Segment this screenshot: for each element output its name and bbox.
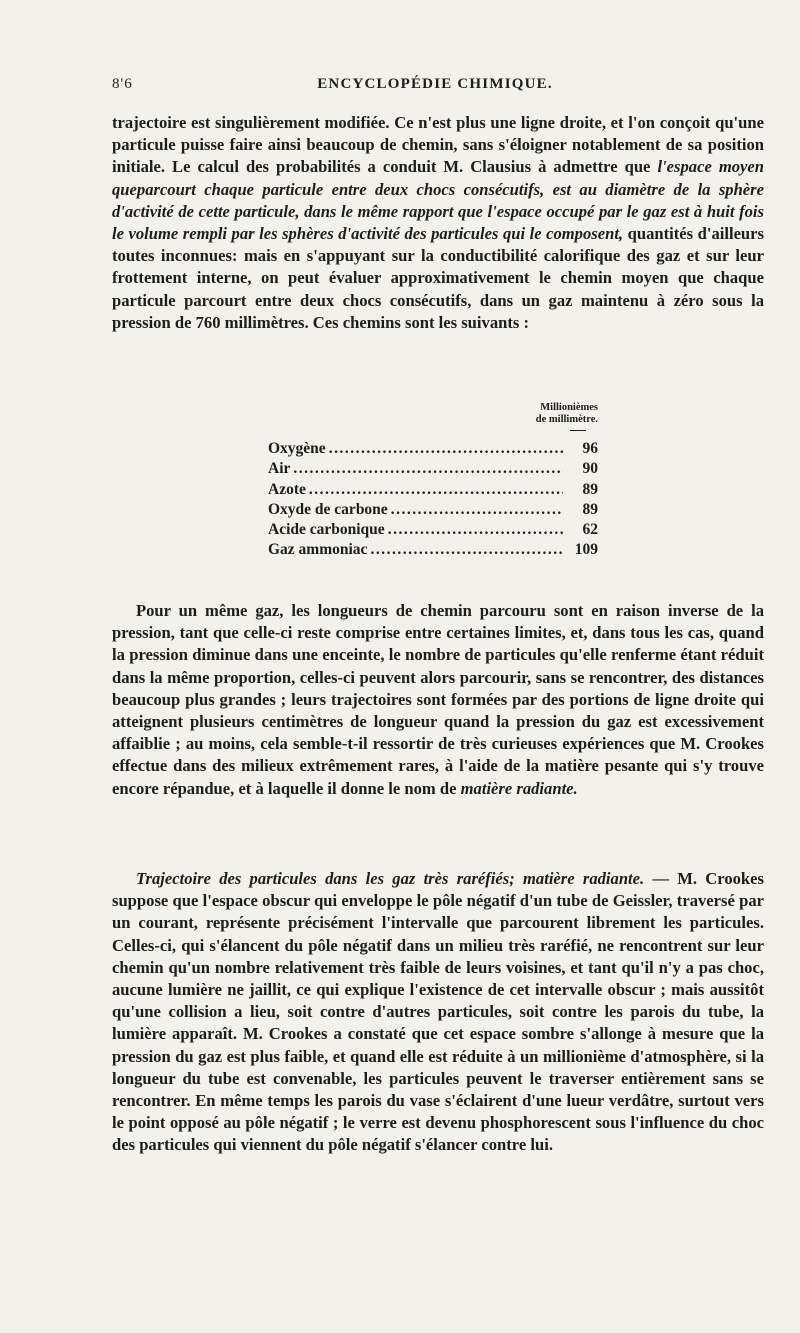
row-label: Gaz ammoniac bbox=[268, 541, 368, 559]
row-label: Azote bbox=[268, 480, 306, 498]
leader-dots bbox=[309, 480, 563, 500]
leader-dots bbox=[293, 459, 563, 479]
row-value: 96 bbox=[582, 440, 598, 457]
table-column-header bbox=[268, 402, 598, 426]
table-row bbox=[268, 480, 598, 500]
page-header bbox=[112, 76, 758, 102]
paragraph-clausius bbox=[112, 112, 764, 334]
paragraph-clausius-text-2: quantités d'ailleurs toutes inconnues: mais en s'appuyant sur la conductibilité calorifique des gaz et sur leur frottement interne, on peut évaluer approximativement le chemin moyen que chaque particule parcourt entre deux chocs consécutifs, dans un gaz maintenu à zéro sous la pression de 760 millimètres. Ces chemins sont les suivants : bbox=[112, 224, 764, 332]
paragraph-pressure-text-1: Pour un même gaz, les longueurs de chemin parcouru sont en raison inverse de la pression, tant que celle-ci reste comprise entre certaines limites, et, dans tous les cas, quand la pression diminue dans une enceinte, le nombre de particules qu'elle renferme étant réduit dans la même proportion, celles-ci peuvent alors parcourir, sans se rencontrer, des distances beaucoup plus grandes ; leurs trajectoires sont formées par des portions de ligne droite qui atteignent plusieurs centimètres de longueur quand la pression du gaz est excessivement affaiblie ; au moins, cela semble-t-il ressortir de très curieuses expériences que M. Crookes effectue dans des milieux extrêmement rares, à l'aide de la matière pesante qui s'y trouve encore répandue, et à laquelle il donne le nom de bbox=[112, 601, 764, 798]
paragraph-pressure-italic: matière radiante. bbox=[460, 778, 578, 798]
row-value: 89 bbox=[582, 500, 598, 518]
table-row bbox=[268, 459, 598, 479]
table-rows bbox=[268, 439, 598, 561]
paragraph-radiant-matter bbox=[112, 868, 764, 1157]
page-number: 8'6 bbox=[112, 76, 133, 92]
table-row bbox=[268, 500, 598, 520]
paragraph-clausius-text-1: trajectoire est singulièrement modifiée. Ce n'est plus une ligne droite, et l'on conçoit qu'une particule puisse faire ainsi beaucoup de chemin, sans s'éloigner notablement de sa position initiale. Le calcul des probabilités a conduit M. Clausius à admettre que bbox=[112, 113, 764, 177]
row-label: Oxygène bbox=[268, 440, 326, 457]
leader-dots bbox=[391, 500, 563, 520]
table-header-rule bbox=[570, 430, 586, 431]
running-head: ENCYCLOPÉDIE CHIMIQUE. bbox=[317, 76, 553, 92]
row-value: 89 bbox=[582, 480, 598, 498]
table-row bbox=[268, 540, 598, 560]
row-label: Air bbox=[268, 460, 291, 478]
leader-dots bbox=[329, 439, 563, 459]
row-value: 62 bbox=[582, 521, 598, 539]
paragraph-pressure bbox=[112, 600, 764, 800]
paragraph-radiant-matter-text: — M. Crookes suppose que l'espace obscur qui enveloppe le pôle négatif d'un tube de Geissler, traversé par un courant, représente précisément l'intervalle que parcourent librement les particules. Celles-ci, qui s'élancent du pôle négatif dans un milieu très raréfié, ne rencontrent sur leur chemin qu'un nombre relativement très faible de leurs voisines, et tant qu'il n'y a pas choc, aucune lumière ne jaillit, ce qui explique l'existence de cet intervalle obscur ; mais aussitôt qu'une collision a lieu, soit contre d'autres particules, soit contre les parois du tube, la lumière apparaît. M. Crookes a constaté que cet espace sombre s'allonge à mesure que la pression du gaz est plus faible, et quand elle est réduite à un millionième d'atmosphère, si la longueur du tube est convenable, les particules peuvent le traverser entièrement sans se rencontrer. En même temps les parois du vase s'éclairent d'une lueur verdâtre, surtout vers le point opposé au pôle négatif ; le verre est devenu phosphorescent sous l'influence du choc des particules qui viennent du pôle négatif s'élancer contre lui. bbox=[112, 869, 764, 1155]
row-label: Oxyde de carbone bbox=[268, 500, 388, 518]
table-header-line-2: de millimètre. bbox=[535, 414, 598, 425]
mean-path-table bbox=[268, 402, 598, 561]
leader-dots bbox=[370, 540, 563, 560]
table-row bbox=[268, 520, 598, 540]
row-label: Acide carbonique bbox=[268, 521, 385, 539]
table-row bbox=[268, 439, 598, 459]
section-heading-italic: Trajectoire des particules dans les gaz très raréfiés; matière radiante. bbox=[136, 869, 645, 888]
leader-dots bbox=[388, 520, 563, 540]
table-header-line-1: Millionièmes bbox=[540, 402, 598, 413]
row-value: 90 bbox=[582, 460, 598, 478]
row-value: 109 bbox=[574, 541, 598, 559]
paragraph-clausius-italic: l'espace moyen queparcourt chaque particule entre deux chocs consécutifs, est au diamètre de la sphère d'activité de cette particule, dans le même rapport que l'espace occupé par le gaz est à huit fois le volume rempli par les sphères d'activité des particules qui le composent, bbox=[112, 157, 764, 244]
